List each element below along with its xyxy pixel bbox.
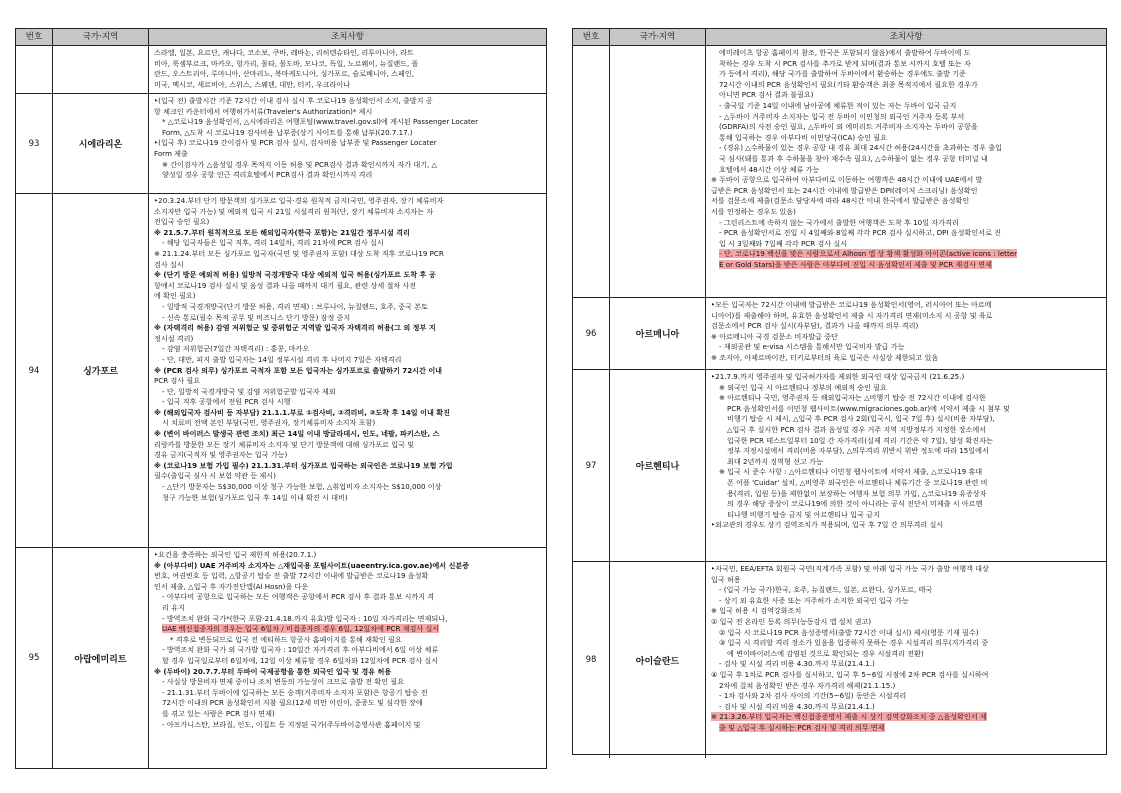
measure-line <box>154 550 542 561</box>
measure-line <box>154 429 542 440</box>
measure-line <box>711 372 1102 383</box>
measure-text: 청구 가능한 보험(싱가포르 입국 후 14일 이내 확진 시 대비) <box>162 492 348 502</box>
measure-line <box>711 457 1102 468</box>
measure-line <box>711 321 1102 332</box>
measure-text: 비행기 탑승 시 제시, △입국 후 PCR 검사 2회(입국시, 입국 7일 후) 실시(비용 자부담), <box>727 414 995 424</box>
measure-line <box>711 564 1102 575</box>
measure-line <box>711 691 1102 702</box>
measure-line <box>154 592 542 603</box>
measure-text: ※ 입국 시 준수 사항 : △아르헨티나 이민청 웹사이트에 서약서 제출, △코로나19 휴대 <box>719 467 983 477</box>
measure-line <box>154 571 542 582</box>
measure-line <box>711 383 1102 394</box>
measure-line <box>154 117 542 128</box>
measure-line <box>154 440 542 451</box>
measure-line <box>711 48 1102 59</box>
table-header <box>573 29 1106 46</box>
measure-line <box>711 260 1102 271</box>
measure-text: - 방역조치 완화 국가*(한국 포함-21.4.18.까지 유효)발 입국자 : 10일 자가격리는 면제되나, <box>162 613 448 623</box>
table-rows <box>573 46 1106 758</box>
measure-text: - 아부다비 공항으로 입국하는 모든 여행객은 공항에서 PCR 검사 후 결과 통보 시까지 격 <box>162 592 435 602</box>
measure-line <box>154 107 542 118</box>
measure-line <box>154 408 542 419</box>
measure-line <box>711 239 1102 250</box>
measure-line <box>711 510 1102 521</box>
measure-text: 서를 검문소에 제출(검문소 담당자에 따라 48시간 이내 한국에서 발급받은 음성확인 <box>711 196 970 206</box>
measure-text: - (경유) △수하물이 있는 경우 공항 내 경유 최대 24시간 허용(24시간을 초과하는 경우 출입 <box>719 143 1002 153</box>
measure-text: - 단, 코로나19 백신을 맞은 사람으로서 Alhosn 앱 상 황색 활성화 아이콘(active icons : letter <box>719 249 1018 259</box>
measure-line <box>154 603 542 614</box>
measure-text: △입국 후 실시한 PCR 검사 결과 음성일 경우 거주 지역 지방정부가 지정한 장소에서 <box>727 424 987 434</box>
measure-text: ※ (단기 방문 예외적 허용) 일방적 국경개방국 대상 예외적 입국 허용(싱가포르 도착 후 공 <box>154 270 436 280</box>
header-country: 국가·지역 <box>53 29 149 45</box>
measure-line <box>711 446 1102 457</box>
measure-text: 리 유지 <box>162 602 185 612</box>
measure-line <box>154 376 542 387</box>
header-measures: 조치사항 <box>889 32 923 42</box>
measure-line <box>154 614 542 625</box>
country-name: 아이슬란드 <box>610 562 706 758</box>
measure-line <box>711 489 1102 500</box>
measure-text: ※ 두바이 공항으로 입국하여 아부다비로 이동하는 여행객은 48시간 이내에 UAE에서 발 <box>711 175 983 185</box>
measure-text: ※ (두바이) 20.7.7.부터 두바이 국제공항을 통한 외국인 입국 및 경유 허용 <box>154 666 392 676</box>
measure-line <box>154 397 542 408</box>
measure-line <box>711 393 1102 404</box>
measure-text: PCR 음성확인서를 이민청 웹사이트(www.migraciones.gob.ar)에 서약서 제출 시 첨부 및 <box>727 403 1010 413</box>
country-name <box>610 46 706 297</box>
measure-text: - 일방적 국경개방국(단기 방문 허용, 격리 면제) : 브루나이, 뉴질랜드, 호주, 중국 본토 <box>162 301 428 311</box>
measure-text: 아니면 PCR 검사 결과 불필요) <box>719 90 814 100</box>
measure-text: 에미레이츠 항공 홈페이지 참조, 한국은 포함되지 않음)에서 출발하여 두바이에 도 <box>719 48 971 57</box>
measure-text: ‣요건을 충족하는 외국인 입국 제한적 허용(20.7.1.) <box>154 550 317 559</box>
measure-line <box>154 334 542 345</box>
measure-text: ※ 21.5.7.부터 원칙적으로 모든 해외입국자(한국 포함)는 21일간 정부시설 격리 <box>154 227 410 237</box>
measure-text: 할 경우 입국일로부터 6일차에, 12일 이상 체류할 경우 6일차와 12일차에 PCR 검사 실시 <box>162 655 439 665</box>
measure-text: ※ 간이검사가 △음성일 경우 목적지 이동 허용 및 PCR검사 결과 확인시까지 자가 대기, △ <box>162 159 438 169</box>
measure-text: 번호, 여권번호 등 입력, △항공기 탑승 전 출발 72시간 이내에 발급받은 코로나19 음성확 <box>154 571 429 581</box>
row-number: 94 <box>16 194 53 547</box>
measures-cell <box>706 562 1106 758</box>
table-row <box>573 562 1106 758</box>
measure-line <box>711 342 1102 353</box>
measure-text: ② 입국 시 코로나19 PCR 음성증명서(출발 72시간 이내 실시) 제시(영문 기재 필수) <box>719 627 979 637</box>
measure-line <box>711 659 1102 670</box>
measures-cell <box>706 46 1106 297</box>
measure-text: - 아프가니스탄, 브라질, 인도, 이집트 등 지정된 국가(주두바이총영사관 홈페이지 및 <box>162 719 421 729</box>
measure-text: - 방역조치 완화 국가 외 국가발 입국자 : 10일간 자가격리 후 아부다비에서 6일 이상 체류 <box>162 645 439 655</box>
measure-text: 72시간 이내의 PCR 음성확인서 지참 필요(12세 미만 어린이, 중증도 및 심각한 장애 <box>162 698 423 708</box>
country-name: 아르메니아 <box>610 298 706 369</box>
measure-text: ※ 아르헨티나 국민, 영주권자 등 해외입국자는 △비행기 탑승 전 72시간 이내에 검사한 <box>719 393 986 403</box>
measure-line <box>154 688 542 699</box>
measures-cell <box>149 46 546 93</box>
measure-text: ① 입국 전 온라인 등록 의무(능동감시 앱 설치 권고) <box>711 616 872 626</box>
measure-text: ※ 입국 허용 시 검역강화조치 <box>711 606 802 616</box>
measure-line <box>711 499 1102 510</box>
measure-text: - 검사 및 시설 격리 비용 4.30.까지 무료(21.4.1.) <box>719 659 875 669</box>
measure-text: 니아어)를 제출해야 하며, 유효한 음성확인서 제출 시 자가격리 면제(미소지 시 공항 및 육로 <box>711 310 993 320</box>
measure-line <box>154 635 542 646</box>
measure-line <box>154 260 542 271</box>
measure-line <box>154 418 542 429</box>
measure-line <box>154 471 542 482</box>
measure-line <box>154 207 542 218</box>
measure-line <box>154 344 542 355</box>
header-no: 번호 <box>16 29 53 45</box>
measure-line <box>711 122 1102 133</box>
row-number: 98 <box>573 562 610 758</box>
measure-line <box>711 196 1102 207</box>
country-name: 시에라리온 <box>53 94 149 193</box>
measure-line <box>711 467 1102 478</box>
measure-line <box>154 677 542 688</box>
measure-line <box>154 709 542 720</box>
measure-line <box>711 425 1102 436</box>
measure-text: ※ (자택격리 허용) 감염 저위험군 및 중위험군 지역발 입국자 자택격리 허용(그 외 정부 지 <box>154 323 436 333</box>
measure-line <box>154 461 542 472</box>
measure-line <box>154 59 542 70</box>
measure-text: 국 심사(돼를 통과 후 수하물을 찾아 재수속 필요), △수하물이 없는 경우 공항 터미널 내 <box>719 153 988 163</box>
measure-line <box>154 656 542 667</box>
header-no: 번호 <box>573 29 610 45</box>
measure-text: 에 확인 필요) <box>154 291 196 301</box>
measure-text: 검문소에서 PCR 검사 실시(자부담), 결과가 나올 때까지 의무 격리) <box>711 321 919 331</box>
table-row <box>573 298 1106 370</box>
measure-text: 스라엘, 일본, 요르단, 캐나다, 코소보, 쿠바, 레바논, 리히텐슈타인, 리투아니아, 라트 <box>154 48 414 57</box>
measure-line <box>154 561 542 572</box>
measure-line <box>154 69 542 80</box>
measure-text: - 21.1.31.부터 두바이에 입국하는 모든 승객(거주비자 소지자 포함)은 항공기 탑승 전 <box>162 687 428 697</box>
table-row <box>573 370 1106 562</box>
measure-line <box>154 128 542 139</box>
measure-text: 를 겪고 있는 사람은 PCR 검사 면제) <box>162 708 275 718</box>
measure-text: - 해당 입국자들은 입국 직후, 격리 14일차, 격리 21차에 PCR 검사 실시 <box>162 238 384 248</box>
table-row <box>16 46 546 94</box>
measure-text: ※ 아르메니아 국경 검문소 비자발급 중단 <box>711 331 838 341</box>
measure-text: 의 경우 해당 증상이 코로나19에 의한 것이 아니라는 공식 진단서 미제출 시 아르헨 <box>727 499 983 509</box>
measure-text: UAE 백신접종자의 경우는 입국 6일차 / 비접종자의 경우 6일, 12일차에 PCR 재검사 실시 <box>162 624 440 634</box>
header-measures: 조치사항 <box>331 32 364 42</box>
measure-line <box>154 493 542 504</box>
measure-line <box>711 606 1102 617</box>
measure-text: 에 변이바이러스에 감염된 것으로 확인되는 경우 시설격리 전환) <box>727 648 924 658</box>
table-rows <box>16 46 546 768</box>
measure-line <box>154 217 542 228</box>
measure-text: 경유 금지(국적자 및 영주권자는 입국 가능) <box>154 450 288 460</box>
measure-text: ※ (해외입국자 검사비 등 자부담) 21.1.1.부로 ①검사비, ②격리비, ③도착 후 14일 이내 확진 <box>154 407 450 417</box>
measure-line <box>154 149 542 160</box>
measure-line <box>711 596 1102 607</box>
measure-text: - 단, 대만, 피지 출발 입국자는 14일 정부시설 격리 후 나머지 7일은 자택격리 <box>162 354 402 364</box>
measure-line <box>154 96 542 107</box>
measure-line <box>154 645 542 656</box>
measure-text: ※ 조지아, 아제르바이잔, 터키로부터의 육로 입국은 사실상 제한되고 있음 <box>711 352 939 362</box>
measure-text: ‣외교관의 경우도 상기 검역조치가 적용되며, 입국 후 7일 간 의무격리 실시 <box>711 520 944 530</box>
measure-text: 입 시 3일째와 7일째 각각 PCR 검사 실시 <box>719 238 848 248</box>
measure-text: ‣(입국 후) 코로나19 간이검사 및 PCR 검사 실시, 검사비용 납부증 및 Passenger Locater <box>154 138 437 148</box>
measure-text: ※ (아부다비) UAE 거주비자 소지자는 △재입국용 포털사이트(uaeentry.ica.gov.ae)에서 신분증 <box>154 560 470 570</box>
measure-text: 항에서 코로나19 검사 실시 및 음성 결과 나올 때까지 대기 필요, 관련 상세 절차 사전 <box>154 280 417 290</box>
measure-line <box>711 670 1102 681</box>
measure-line <box>711 218 1102 229</box>
measure-line <box>154 582 542 593</box>
measure-text: ④ 입국 후 1차로 PCR 검사를 실시하고, 입국 후 5~6일 시점에 2차 PCR 검사를 실시하여 <box>711 669 989 679</box>
measure-text: - 단, 일방적 국경개방국 및 감염 저위험군발 입국자 제외 <box>162 386 336 396</box>
measure-text: 검사 실시 <box>154 259 184 269</box>
measure-text: - 신속 통로(필수 목적 공무 및 비즈니스 단기 방문) 잠정 중지 <box>162 312 351 322</box>
measure-text: 최대 2년까지 징역형 선고 가능 <box>727 456 823 466</box>
measure-text: - △두바이 거주비자 소지자는 입국 전 두바이 이민청의 외국인 거주자 등록 부서 <box>719 111 965 121</box>
table-row <box>16 94 546 194</box>
table-row <box>16 548 546 768</box>
measure-text: 란드, 오스트리아, 루마니아, 산마리노, 북마케도니아, 싱가포르, 슬로베니아, 스페인, <box>154 69 414 79</box>
measure-text: 가 등에서 격리), 해당 국가를 출발하여 두바이에서 환승하는 경우에도 출발 기준 <box>719 69 966 79</box>
measure-text: 용(격리, 입원 등)을 제한없이 보장하는 여행자 보험 의무 가입, △코로나19 유증상자 <box>727 488 987 498</box>
row-number: 95 <box>16 548 53 768</box>
measure-text: 통해 입국하는 경우 아부다비 이민당국(ICA) 승인 필요 <box>719 132 888 142</box>
measure-text: 폰 어플 'Cuidar' 설치, △비영주 외국인은 아르헨티나 체류기간 중 코로나19 관련 비 <box>727 477 988 487</box>
measure-text: 72시간 이내의 PCR 음성확인서 필요(기타 환승객은 최종 목적지에서 필요한 경우가 <box>719 79 978 89</box>
measure-line <box>711 628 1102 639</box>
country-name: 아르헨티나 <box>610 370 706 561</box>
table-header <box>16 29 546 46</box>
measure-text: 출 및 △입국 후 실시하는 PCR 검사 및 격리 의무 면제 <box>719 722 885 732</box>
measure-text: Form 제출 <box>154 148 188 158</box>
measure-text: - 감염 저위험군(7일간 자택격리) : 홍콩, 마카오 <box>162 344 310 354</box>
measure-line <box>711 436 1102 447</box>
measure-text: 비아, 룩셈부르크, 마카오, 헝가리, 몰타, 몰도바, 모나코, 독일, 노르웨이, 뉴질랜드, 폴 <box>154 58 419 68</box>
measure-line <box>154 80 542 91</box>
country-name: 싱가포르 <box>53 194 149 547</box>
measure-line <box>711 90 1102 101</box>
measures-cell <box>706 298 1106 369</box>
measure-line <box>154 291 542 302</box>
measure-text: 입국한 PCR 테스트일부터 10일 간 자가격리(실제 격리 기간은 약 7일), 양성 확진자는 <box>727 435 993 445</box>
measure-text: * 격후로 변동되므로 입국 전 에티하드 항공사 홈페이지를 통해 재확인 필요 <box>170 634 402 644</box>
measure-line <box>711 712 1102 723</box>
measure-text: ‣21.7.9.까지 영주권자 및 입국허가자를 제외한 외국인 대상 입국금지 (21.6.25.) <box>711 372 965 381</box>
measure-text: - (입국 가능 국가)한국, 호주, 뉴질랜드, 일본, 르완다, 싱가포르, 태국 <box>719 585 933 595</box>
measure-text: ※ 외국인 입국 시 아르헨티나 정부의 예외적 승인 필요 <box>719 382 887 392</box>
measure-line <box>154 138 542 149</box>
measure-line <box>711 133 1102 144</box>
measures-cell <box>149 194 546 547</box>
measure-text: ‣자국민, EEA/EFTA 회원국 국민(직계가족 포함) 및 아래 입국 가능 국가 출발 여행객 대상 <box>711 564 989 573</box>
measure-text: E or Gold Stars)을 받은 사람은 아부다비 진입 시 음성확인서 제출 및 PCR 재검사 면제 <box>719 259 992 269</box>
measure-line <box>154 450 542 461</box>
measure-line <box>711 520 1102 531</box>
measure-line <box>711 249 1102 260</box>
measure-text: 미국, 멕시코, 세르비아, 스위스, 스웨덴, 대만, 터키, 우크라이나 <box>154 79 351 89</box>
measure-line <box>711 649 1102 660</box>
measure-text: 시 치료비 전액 본인 부담(국민, 영주권자, 장기체류비자 소지자 포함) <box>162 418 376 428</box>
measure-text: - 재외공관 및 e-visa 시스템을 통해서만 입국비자 발급 가능 <box>719 342 905 352</box>
measure-line <box>154 228 542 239</box>
measure-text: ‣20.3.24.부터 단기 방문객의 싱가포르 입국·경유 원칙적 금지(국민, 영주권자, 장기 체류비자 <box>154 196 444 205</box>
measure-line <box>711 59 1102 70</box>
measure-text: ※ (코로나19 보험 가입 필수) 21.1.31.부터 싱가포르 입국하는 외국인은 코로나19 보험 가입 <box>154 460 453 470</box>
measure-text: ※ (변이 바이러스 발생국 관련 조치) 최근 14일 이내 방글라데시, 인도, 네팔, 파키스탄, 스 <box>154 429 440 439</box>
measure-text: - 검사 및 시설 격리 비용 4.30.까지 무료(21.4.1.) <box>719 701 875 711</box>
measure-line <box>711 112 1102 123</box>
measure-line <box>154 667 542 678</box>
measure-text: ‣(입국 전) 출발시간 기준 72시간 이내 검사 실시 후 코로나19 음성확인서 소지, 출발지 공 <box>154 96 433 105</box>
measure-line <box>711 143 1102 154</box>
measure-line <box>154 387 542 398</box>
measure-line <box>154 238 542 249</box>
measure-line <box>154 196 542 207</box>
measure-text: - 1차 검사와 2차 검사 사이의 기간(5~6일) 동안은 시설격리 <box>719 691 907 701</box>
measure-line <box>711 207 1102 218</box>
measure-text: 소지자만 입국 가능) 및 예외적 입국 시 21일 시설격리 원칙(단, 장기 체류비자 소지자는 자 <box>154 206 434 216</box>
measure-text: ‣모든 입국자는 72시간 이내에 발급받은 코로나19 음성확인서(영어, 러시아어 또는 아르메 <box>711 300 992 309</box>
measure-text: 입국 허용 <box>711 574 741 584</box>
measure-line <box>154 160 542 171</box>
measure-text: 티나행 비행기 탑승 금지 및 아르헨티나 입국 금지 <box>727 509 880 519</box>
measure-line <box>154 281 542 292</box>
country-name: 아랍에미리트 <box>53 548 149 768</box>
measure-text: 정시설 격리) <box>154 333 194 343</box>
measure-text: - 상기 외 유효한 사증 또는 거주허가 소지한 외국인 입국 가능 <box>719 595 909 605</box>
measure-line <box>154 366 542 377</box>
measure-text: * △코로나19 음성확인서, △시에라리온 여행포털(www.travel.gov.sl)에 게시된 Passenger Locater <box>162 117 479 127</box>
table-row <box>573 46 1106 298</box>
measure-line <box>154 624 542 635</box>
measure-line <box>711 702 1102 713</box>
measure-text: 필수(출입국 심사 시 보험 약관 등 제시) <box>154 471 276 481</box>
measure-text: - 출국일 기준 14일 이내에 남아공에 체류한 적이 있는 자는 두바이 입국 금지 <box>719 100 957 110</box>
measure-text: 2차에 걸쳐 음성확인 받은 경우 자가격리 해제(21.1.15.) <box>719 680 896 690</box>
measure-text: 양성일 경우 공항 인근 격리호텔에서 PCR검사 결과 확인시까지 격리 <box>162 170 373 180</box>
measure-text: ③ 입국 시 격리할 격리 장소가 있음을 입증하지 못하는 경우 시설격리 의무(지가격리 중 <box>719 638 989 648</box>
measure-line <box>154 313 542 324</box>
measure-line <box>154 323 542 334</box>
measures-cell <box>149 548 546 768</box>
measure-line <box>711 165 1102 176</box>
measure-text: Form, △도착 시 코로나19 검사비용 납부증(상기 사이트를 통해 납부)(20.7.17.) <box>162 127 413 137</box>
measure-line <box>711 414 1102 425</box>
measure-line <box>711 585 1102 596</box>
measure-text: 리랑카를 방문한 모든 장기 체류비자 소지자 및 단기 방문객에 대해 싱가포르 입국 및 <box>154 439 415 449</box>
measure-text: - △단기 방문자는 S$30,000 이상 청구 가능한 보험, △취업비자 소지자는 S$10,000 이상 <box>162 482 442 492</box>
measures-cell <box>706 370 1106 561</box>
measure-text: ※ 21.3.26.부터 입국자는 백신접종증명서 제출 시 상기 검역강화조치 중 △음성확인서 제 <box>711 712 987 722</box>
measure-text: 호텔에서 48시간 이상 체류 가능 <box>719 164 820 174</box>
measure-line <box>154 270 542 281</box>
measure-line <box>711 575 1102 586</box>
measure-line <box>154 249 542 260</box>
row-number: 97 <box>573 370 610 561</box>
row-number: 96 <box>573 298 610 369</box>
measure-line <box>711 300 1102 311</box>
country-name <box>53 46 149 93</box>
measure-text: ※ 21.1.24.부터 모든 싱가포르 입국자(국민 및 영주권자 포함) 대상 도착 직후 코로나19 PCR <box>154 248 444 258</box>
measure-line <box>711 404 1102 415</box>
measure-line <box>154 698 542 709</box>
measure-line <box>711 638 1102 649</box>
measure-line <box>711 69 1102 80</box>
measure-text: PCR 검사 필요 <box>154 376 201 386</box>
measure-line <box>711 332 1102 343</box>
left-table <box>15 28 547 769</box>
measure-line <box>154 48 542 59</box>
measure-line <box>154 170 542 181</box>
measure-text: 정부 지정시설에서 격리(비용 자부담), △의무격리 위반시 위반 정도에 따라 15일에서 <box>727 446 989 456</box>
measure-line <box>711 353 1102 364</box>
table-row <box>16 194 546 548</box>
row-number: 93 <box>16 94 53 193</box>
measure-line <box>154 482 542 493</box>
measure-line <box>711 478 1102 489</box>
measure-text: (GDRFA)의 사전 승인 필요, △두바이 외 에미리트 거주비자 소지자는 두바이 공항을 <box>719 122 978 132</box>
measure-line <box>711 186 1102 197</box>
measure-text: 서를 인정하는 경우도 있음) <box>711 206 796 216</box>
measure-line <box>711 311 1102 322</box>
row-number <box>16 46 53 93</box>
measure-text: - 입국 직후 공항에서 전원 PCR 검사 시행 <box>162 397 291 407</box>
right-table <box>572 28 1107 755</box>
measure-line <box>711 80 1102 91</box>
measure-text: - 사실상 방문비자 면제 중이나 조치 변동의 가능성이 크므로 출발 전 확인 필요 <box>162 677 405 687</box>
measure-text: - 그린리스트에 속하지 않는 국가에서 출발한 여행객은 도착 후 10일 자가격리 <box>719 217 959 227</box>
row-number <box>573 46 610 297</box>
measure-text: 착하는 경우 도착 시 PCR 검사를 추가로 받게 되며(결과 통보 시까지 호텔 또는 자 <box>719 58 971 68</box>
measure-line <box>154 355 542 366</box>
measure-text: 인서 제출, △입국 후 자가진단앱(Al Hosn)을 다운 <box>154 581 309 591</box>
measure-line <box>711 681 1102 692</box>
measure-line <box>154 302 542 313</box>
measure-line <box>711 154 1102 165</box>
measure-text: 항 체크인 카운터에서 여행허가서류(Traveler's Authorization)* 제시 <box>154 106 373 116</box>
measure-line <box>711 228 1102 239</box>
measure-text: - PCR 음성확인서로 진입 시 4일째와 8일째 각각 PCR 검사 실시하고, DPI 음성확인서로 진 <box>719 228 1002 238</box>
header-country: 국가·지역 <box>610 29 706 45</box>
measure-text: 전입국 승인 필요) <box>154 217 210 227</box>
measure-text: ※ (PCR 검사 의무) 싱가포르 국적자 포함 모든 입국자는 싱가포르로 출발하기 72시간 이내 <box>154 365 443 375</box>
measure-line <box>711 175 1102 186</box>
measures-cell <box>149 94 546 193</box>
measure-line <box>154 720 542 731</box>
measure-line <box>711 101 1102 112</box>
measure-line <box>711 617 1102 628</box>
measure-line <box>711 723 1102 734</box>
measure-text: 급받은 PCR 음성확인서 또는 24시간 이내에 발급받은 DPI(레이저 스크리닝) 음성확인 <box>711 185 978 195</box>
